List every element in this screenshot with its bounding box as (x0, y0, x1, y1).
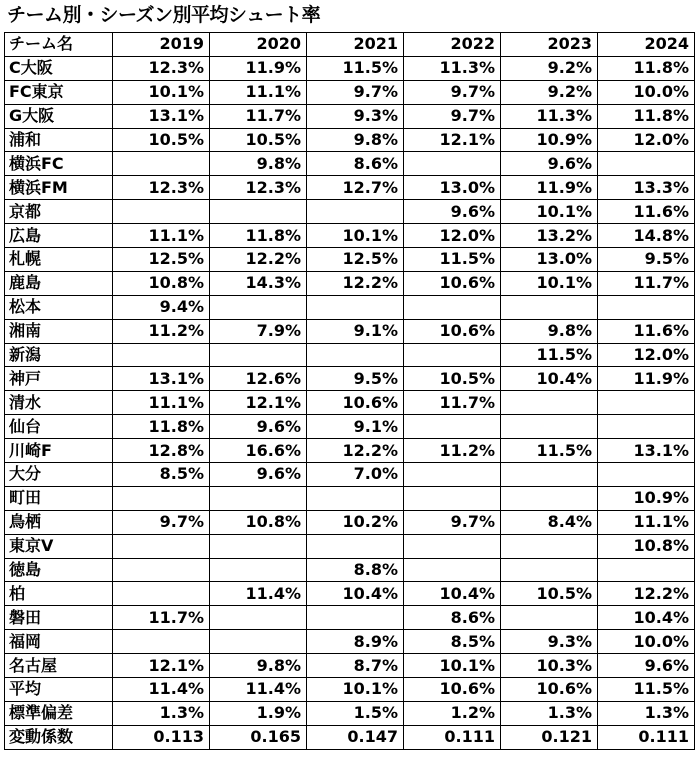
value-cell: 12.5% (307, 248, 404, 272)
table-row (5, 534, 695, 558)
value-cell (598, 295, 695, 319)
value-cell: 10.5% (501, 582, 598, 606)
table-row (5, 271, 695, 295)
value-cell: 10.1% (501, 200, 598, 224)
value-cell: 12.3% (113, 176, 210, 200)
value-cell: 11.8% (598, 104, 695, 128)
table-row (5, 104, 695, 128)
value-cell: 11.7% (113, 606, 210, 630)
value-cell: 11.4% (210, 678, 307, 702)
value-cell: 10.0% (598, 630, 695, 654)
team-name-cell: 鹿島 (5, 271, 113, 295)
value-cell (210, 534, 307, 558)
value-cell (210, 558, 307, 582)
value-cell: 11.1% (113, 224, 210, 248)
value-cell: 11.2% (404, 439, 501, 463)
value-cell: 8.9% (307, 630, 404, 654)
value-cell: 11.1% (113, 391, 210, 415)
value-cell (404, 343, 501, 367)
value-cell: 9.3% (501, 630, 598, 654)
table-row (5, 486, 695, 510)
table-row (5, 582, 695, 606)
value-cell (501, 486, 598, 510)
value-cell: 1.2% (404, 701, 501, 725)
value-cell (404, 558, 501, 582)
column-header-year: 2022 (404, 33, 501, 57)
value-cell (210, 606, 307, 630)
value-cell: 11.1% (210, 80, 307, 104)
value-cell: 14.3% (210, 271, 307, 295)
value-cell: 11.8% (113, 415, 210, 439)
value-cell (307, 343, 404, 367)
value-cell: 9.6% (404, 200, 501, 224)
value-cell (501, 558, 598, 582)
value-cell (210, 200, 307, 224)
value-cell: 9.3% (307, 104, 404, 128)
value-cell: 12.1% (113, 654, 210, 678)
value-cell: 9.8% (501, 319, 598, 343)
value-cell: 8.6% (404, 606, 501, 630)
value-cell: 9.6% (501, 152, 598, 176)
value-cell: 11.9% (501, 176, 598, 200)
value-cell (307, 200, 404, 224)
value-cell: 11.8% (210, 224, 307, 248)
team-name-cell: 柏 (5, 582, 113, 606)
value-cell (404, 534, 501, 558)
team-name-cell: 広島 (5, 224, 113, 248)
value-cell: 13.0% (501, 248, 598, 272)
value-cell: 11.6% (598, 200, 695, 224)
value-cell: 11.5% (598, 678, 695, 702)
value-cell: 10.5% (113, 128, 210, 152)
value-cell (404, 152, 501, 176)
team-name-cell: 仙台 (5, 415, 113, 439)
value-cell: 0.113 (113, 725, 210, 749)
value-cell: 11.1% (598, 510, 695, 534)
value-cell: 10.1% (501, 271, 598, 295)
team-name-cell: C大阪 (5, 56, 113, 80)
team-name-cell: 湘南 (5, 319, 113, 343)
team-name-cell: 町田 (5, 486, 113, 510)
column-header-year: 2019 (113, 33, 210, 57)
value-cell: 7.0% (307, 463, 404, 487)
value-cell: 12.0% (404, 224, 501, 248)
table-row (5, 558, 695, 582)
value-cell: 12.7% (307, 176, 404, 200)
value-cell: 12.0% (598, 343, 695, 367)
value-cell: 8.8% (307, 558, 404, 582)
value-cell: 9.1% (307, 415, 404, 439)
value-cell: 12.3% (210, 176, 307, 200)
value-cell: 11.5% (307, 56, 404, 80)
value-cell (501, 534, 598, 558)
value-cell (404, 415, 501, 439)
value-cell: 11.5% (404, 248, 501, 272)
team-name-cell: 東京V (5, 534, 113, 558)
table-row (5, 463, 695, 487)
value-cell (113, 558, 210, 582)
team-name-cell: 川崎F (5, 439, 113, 463)
table-row (5, 701, 695, 725)
value-cell: 10.6% (501, 678, 598, 702)
team-name-cell: 徳島 (5, 558, 113, 582)
table-row (5, 510, 695, 534)
value-cell: 8.5% (113, 463, 210, 487)
value-cell: 10.9% (501, 128, 598, 152)
value-cell: 11.4% (210, 582, 307, 606)
value-cell: 9.5% (307, 367, 404, 391)
value-cell: 8.5% (404, 630, 501, 654)
value-cell: 13.1% (113, 104, 210, 128)
value-cell: 11.7% (598, 271, 695, 295)
value-cell: 11.5% (501, 439, 598, 463)
table-row (5, 439, 695, 463)
value-cell: 11.4% (113, 678, 210, 702)
value-cell: 0.111 (598, 725, 695, 749)
value-cell: 0.111 (404, 725, 501, 749)
value-cell: 11.5% (501, 343, 598, 367)
value-cell: 11.6% (598, 319, 695, 343)
value-cell: 9.7% (404, 510, 501, 534)
value-cell (113, 200, 210, 224)
value-cell (113, 582, 210, 606)
table-title: チーム別・シーズン別平均シュート率 (7, 4, 321, 26)
table-row (5, 654, 695, 678)
value-cell: 12.5% (113, 248, 210, 272)
value-cell: 11.7% (210, 104, 307, 128)
value-cell (501, 295, 598, 319)
value-cell: 12.1% (210, 391, 307, 415)
table-row (5, 678, 695, 702)
value-cell (598, 152, 695, 176)
value-cell (501, 415, 598, 439)
value-cell: 13.0% (404, 176, 501, 200)
table-row (5, 128, 695, 152)
value-cell: 13.3% (598, 176, 695, 200)
value-cell: 9.6% (598, 654, 695, 678)
value-cell: 0.165 (210, 725, 307, 749)
value-cell: 10.8% (598, 534, 695, 558)
value-cell: 11.3% (404, 56, 501, 80)
value-cell (404, 295, 501, 319)
value-cell: 13.1% (113, 367, 210, 391)
value-cell (404, 463, 501, 487)
column-header-year: 2021 (307, 33, 404, 57)
team-name-cell: 松本 (5, 295, 113, 319)
value-cell: 10.8% (210, 510, 307, 534)
value-cell: 10.4% (307, 582, 404, 606)
value-cell: 13.2% (501, 224, 598, 248)
value-cell: 11.8% (598, 56, 695, 80)
value-cell: 1.9% (210, 701, 307, 725)
team-name-cell: 鳥栖 (5, 510, 113, 534)
team-name-cell: 横浜FM (5, 176, 113, 200)
column-header-year: 2023 (501, 33, 598, 57)
value-cell (307, 486, 404, 510)
team-name-cell: 変動係数 (5, 725, 113, 749)
value-cell: 12.2% (210, 248, 307, 272)
value-cell (501, 391, 598, 415)
value-cell: 9.7% (307, 80, 404, 104)
value-cell: 10.6% (307, 391, 404, 415)
value-cell: 13.1% (598, 439, 695, 463)
value-cell: 10.4% (598, 606, 695, 630)
value-cell: 9.2% (501, 80, 598, 104)
table-row (5, 725, 695, 749)
value-cell (210, 630, 307, 654)
value-cell: 9.5% (598, 248, 695, 272)
table-row (5, 152, 695, 176)
value-cell: 9.6% (210, 463, 307, 487)
value-cell: 10.9% (598, 486, 695, 510)
column-header-year: 2020 (210, 33, 307, 57)
table-row (5, 319, 695, 343)
value-cell: 8.6% (307, 152, 404, 176)
value-cell: 11.3% (501, 104, 598, 128)
value-cell: 12.8% (113, 439, 210, 463)
table-body (5, 56, 695, 749)
column-header-team: チーム名 (5, 33, 113, 57)
team-name-cell: 名古屋 (5, 654, 113, 678)
value-cell: 10.6% (404, 678, 501, 702)
table-row (5, 367, 695, 391)
value-cell (307, 295, 404, 319)
value-cell: 7.9% (210, 319, 307, 343)
value-cell: 10.6% (404, 271, 501, 295)
value-cell (113, 486, 210, 510)
table-row (5, 80, 695, 104)
team-name-cell: 浦和 (5, 128, 113, 152)
value-cell (598, 463, 695, 487)
team-name-cell: 福岡 (5, 630, 113, 654)
value-cell: 11.7% (404, 391, 501, 415)
table-row (5, 56, 695, 80)
value-cell: 11.9% (598, 367, 695, 391)
value-cell (404, 486, 501, 510)
value-cell: 12.2% (598, 582, 695, 606)
team-name-cell: 標準偏差 (5, 701, 113, 725)
value-cell (307, 534, 404, 558)
value-cell: 12.2% (307, 439, 404, 463)
value-cell: 10.4% (404, 582, 501, 606)
value-cell: 9.1% (307, 319, 404, 343)
value-cell: 12.1% (404, 128, 501, 152)
value-cell: 1.3% (501, 701, 598, 725)
header-row (5, 33, 695, 57)
value-cell: 8.4% (501, 510, 598, 534)
value-cell: 10.4% (501, 367, 598, 391)
value-cell: 9.2% (501, 56, 598, 80)
team-name-cell: 京都 (5, 200, 113, 224)
value-cell: 10.5% (404, 367, 501, 391)
table-row (5, 343, 695, 367)
value-cell (598, 415, 695, 439)
team-name-cell: 大分 (5, 463, 113, 487)
value-cell: 11.2% (113, 319, 210, 343)
value-cell: 16.6% (210, 439, 307, 463)
table-row (5, 391, 695, 415)
value-cell: 9.6% (210, 415, 307, 439)
value-cell: 10.1% (307, 678, 404, 702)
value-cell: 1.3% (113, 701, 210, 725)
table-row (5, 248, 695, 272)
value-cell: 9.7% (404, 80, 501, 104)
value-cell: 10.6% (404, 319, 501, 343)
value-cell: 0.121 (501, 725, 598, 749)
value-cell: 1.5% (307, 701, 404, 725)
value-cell: 10.2% (307, 510, 404, 534)
value-cell: 9.7% (113, 510, 210, 534)
table-row (5, 606, 695, 630)
team-name-cell: G大阪 (5, 104, 113, 128)
value-cell (113, 534, 210, 558)
value-cell: 12.0% (598, 128, 695, 152)
value-cell: 0.147 (307, 725, 404, 749)
value-cell (113, 630, 210, 654)
value-cell (210, 295, 307, 319)
value-cell: 10.1% (404, 654, 501, 678)
team-name-cell: 平均 (5, 678, 113, 702)
team-name-cell: FC東京 (5, 80, 113, 104)
table-row (5, 630, 695, 654)
value-cell (210, 343, 307, 367)
table-row (5, 415, 695, 439)
value-cell (501, 463, 598, 487)
value-cell (307, 606, 404, 630)
table-row (5, 176, 695, 200)
value-cell (598, 558, 695, 582)
value-cell (501, 606, 598, 630)
value-cell: 12.6% (210, 367, 307, 391)
value-cell: 1.3% (598, 701, 695, 725)
value-cell: 12.3% (113, 56, 210, 80)
value-cell: 10.3% (501, 654, 598, 678)
column-header-year: 2024 (598, 33, 695, 57)
value-cell: 9.8% (210, 152, 307, 176)
shot-rate-table (4, 32, 695, 750)
value-cell: 10.1% (113, 80, 210, 104)
value-cell: 9.4% (113, 295, 210, 319)
value-cell: 11.9% (210, 56, 307, 80)
value-cell: 9.8% (307, 128, 404, 152)
team-name-cell: 札幌 (5, 248, 113, 272)
value-cell (113, 343, 210, 367)
team-name-cell: 横浜FC (5, 152, 113, 176)
team-name-cell: 磐田 (5, 606, 113, 630)
value-cell (113, 152, 210, 176)
value-cell: 10.8% (113, 271, 210, 295)
table-row (5, 224, 695, 248)
table-row (5, 295, 695, 319)
value-cell: 10.1% (307, 224, 404, 248)
table-row (5, 200, 695, 224)
value-cell: 10.0% (598, 80, 695, 104)
team-name-cell: 新潟 (5, 343, 113, 367)
value-cell: 9.7% (404, 104, 501, 128)
value-cell: 14.8% (598, 224, 695, 248)
team-name-cell: 神戸 (5, 367, 113, 391)
value-cell (210, 486, 307, 510)
value-cell: 9.8% (210, 654, 307, 678)
value-cell: 12.2% (307, 271, 404, 295)
team-name-cell: 清水 (5, 391, 113, 415)
value-cell (598, 391, 695, 415)
value-cell: 8.7% (307, 654, 404, 678)
value-cell: 10.5% (210, 128, 307, 152)
